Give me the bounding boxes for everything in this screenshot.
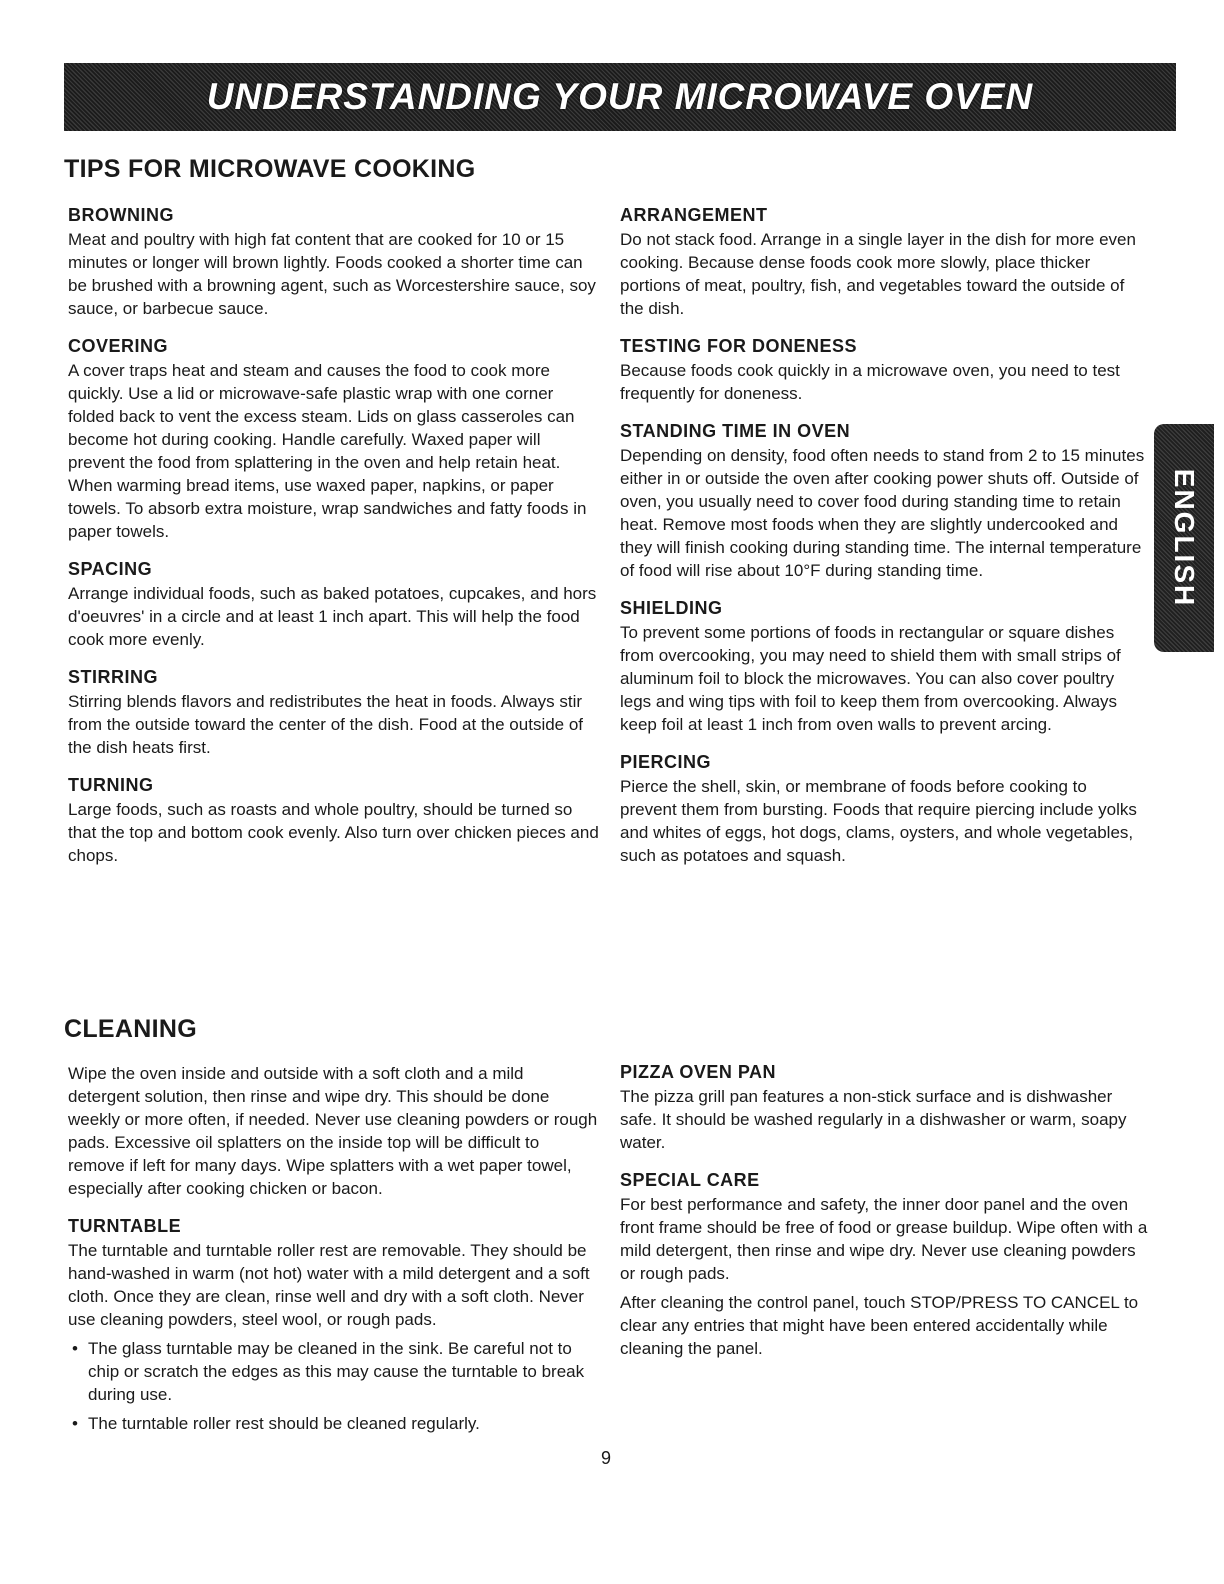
cleaning-left-column	[68, 1062, 600, 1451]
bullet-text: The turntable roller rest should be cleaned regularly.	[88, 1414, 480, 1433]
bullet-glyph: •	[72, 1414, 78, 1433]
list-item	[68, 1412, 600, 1435]
tip-text: Stirring blends flavors and redistributes the heat in foods. Always stir from the outside toward the center of the dish. Food at the outside of the dish heats first.	[68, 692, 584, 757]
tip-heading: ARRANGEMENT	[620, 205, 768, 225]
cleaning-special-care	[620, 1170, 1148, 1360]
tip-heading: STIRRING	[68, 667, 159, 687]
tip-text: Large foods, such as roasts and whole poultry, should be turned so that the top and bottom cook evenly. Also turn over chicken pieces and chops.	[68, 800, 599, 865]
tip-heading: COVERING	[68, 336, 169, 356]
tips-left-column	[68, 205, 600, 883]
tip-heading: SPACING	[68, 559, 153, 579]
tip-text: Meat and poultry with high fat content that are cooked for 10 or 15 minutes or longer will brown lightly. Foods cooked a shorter time can be brushed with a browning agent, such as Worcestershire sauce, soy sauce, or barbecue sauce.	[68, 230, 596, 318]
tip-heading: TESTING FOR DONENESS	[620, 336, 858, 356]
cleaning-intro	[68, 1062, 600, 1200]
tip-standing-time	[620, 421, 1148, 582]
language-side-tab	[1154, 424, 1214, 652]
cleaning-title: CLEANING	[64, 1015, 197, 1043]
tip-text: Do not stack food. Arrange in a single layer in the dish for more even cooking. Because dense foods cook more slowly, place thicker portions of meat, poultry, fish, and vegetables toward the outside of the dish.	[620, 230, 1136, 318]
list-item	[68, 1337, 600, 1406]
page-number: 9	[600, 1448, 611, 1468]
tip-heading: PIERCING	[620, 752, 712, 772]
cleaning-pizza-pan	[620, 1062, 1148, 1154]
special-text-2: After cleaning the control panel, touch STOP/PRESS TO CANCEL to clear any entries that might have been entered accidentally while cleaning the panel.	[620, 1293, 1139, 1358]
pizza-heading: PIZZA OVEN PAN	[620, 1062, 777, 1082]
turntable-text: The turntable and turntable roller rest are removable. They should be hand-washed in warm (not hot) water with a mild detergent and a soft cloth. Once they are clean, rinse well and dry with a soft cloth. Never use cleaning powders, steel wool, or rough pads.	[68, 1241, 590, 1329]
banner-title: UNDERSTANDING YOUR MICROWAVE OVEN	[206, 76, 1034, 117]
tip-heading: STANDING TIME IN OVEN	[620, 421, 851, 441]
tip-heading: BROWNING	[68, 205, 174, 225]
tip-heading: SHIELDING	[620, 598, 723, 618]
tip-testing-doneness	[620, 336, 1148, 405]
tip-piercing	[620, 752, 1148, 867]
tips-title: TIPS FOR MICROWAVE COOKING	[64, 155, 476, 183]
tip-text: A cover traps heat and steam and causes the food to cook more quickly. Use a lid or microwave-safe plastic wrap with one corner folded back to vent the excess steam. Lids on glass casseroles can become hot during cooking. Handle carefully. Waxed paper will prevent the food from splattering in the oven and help retain heat. When warming bread items, use waxed paper, napkins, or paper towels. To absorb extra moisture, wrap sandwiches and fatty foods in paper towels.	[68, 361, 587, 541]
tip-text: Depending on density, food often needs to stand from 2 to 15 minutes either in or outside the oven after cooking power shuts off. Outside of oven, you usually need to cover food during standing time to retain heat. Remove most foods when they are slightly undercooked and they will finish cooking during standing time. The internal temperature of food will rise about 10°F during standing time.	[620, 446, 1145, 580]
tips-right-column	[620, 205, 1148, 883]
tip-browning	[68, 205, 600, 320]
tip-shielding	[620, 598, 1148, 736]
turntable-bullets	[68, 1337, 600, 1435]
tip-text: Arrange individual foods, such as baked potatoes, cupcakes, and hors d'oeuvres' in a circle and at least 1 inch apart. This will help the food cook more evenly.	[68, 584, 597, 649]
cleaning-turntable	[68, 1216, 600, 1435]
bullet-text: The glass turntable may be cleaned in the sink. Be careful not to chip or scratch the edges as this may cause the turntable to break during use.	[88, 1339, 585, 1404]
tip-text: Because foods cook quickly in a microwave oven, you need to test frequently for doneness.	[620, 361, 1120, 403]
tip-text: Pierce the shell, skin, or membrane of foods before cooking to prevent them from bursting. Foods that require piercing include yolks and whites of eggs, hot dogs, clams, oysters, and whole vegetables, such as potatoes and squash.	[620, 777, 1137, 865]
tip-text: To prevent some portions of foods in rectangular or square dishes from overcooking, you may need to shield them with small strips of aluminum foil to block the microwaves. You can also cover poultry legs and wing tips with foil to keep them from overcooking. Always keep foil at least 1 inch from oven walls to prevent arcing.	[620, 623, 1121, 734]
bullet-glyph: •	[72, 1339, 78, 1358]
turntable-heading: TURNTABLE	[68, 1216, 182, 1236]
header-banner	[64, 63, 1176, 131]
special-text-1: For best performance and safety, the inner door panel and the oven front frame should be free of food or grease buildup. Wipe often with a mild detergent, then rinse and wipe dry. Never use cleaning powders or rough pads.	[620, 1195, 1148, 1283]
tip-stirring	[68, 667, 600, 759]
tip-heading: TURNING	[68, 775, 154, 795]
side-tab-label: ENGLISH	[1169, 468, 1200, 608]
tip-spacing	[68, 559, 600, 651]
tip-covering	[68, 336, 600, 543]
tip-arrangement	[620, 205, 1148, 320]
cleaning-intro-text: Wipe the oven inside and outside with a soft cloth and a mild detergent solution, then rinse and wipe dry. This should be done weekly or more often, if needed. Never use cleaning powders or rough pads. Excessive oil splatters on the inside top will be difficult to remove if left for many days. Wipe splatters with a wet paper towel, especially after cooking chicken or bacon.	[68, 1064, 598, 1198]
cleaning-right-column	[620, 1062, 1148, 1376]
pizza-text: The pizza grill pan features a non-stick surface and is dishwasher safe. It should be washed regularly in a dishwasher or warm, soapy water.	[620, 1087, 1127, 1152]
special-heading: SPECIAL CARE	[620, 1170, 760, 1190]
tip-turning	[68, 775, 600, 867]
